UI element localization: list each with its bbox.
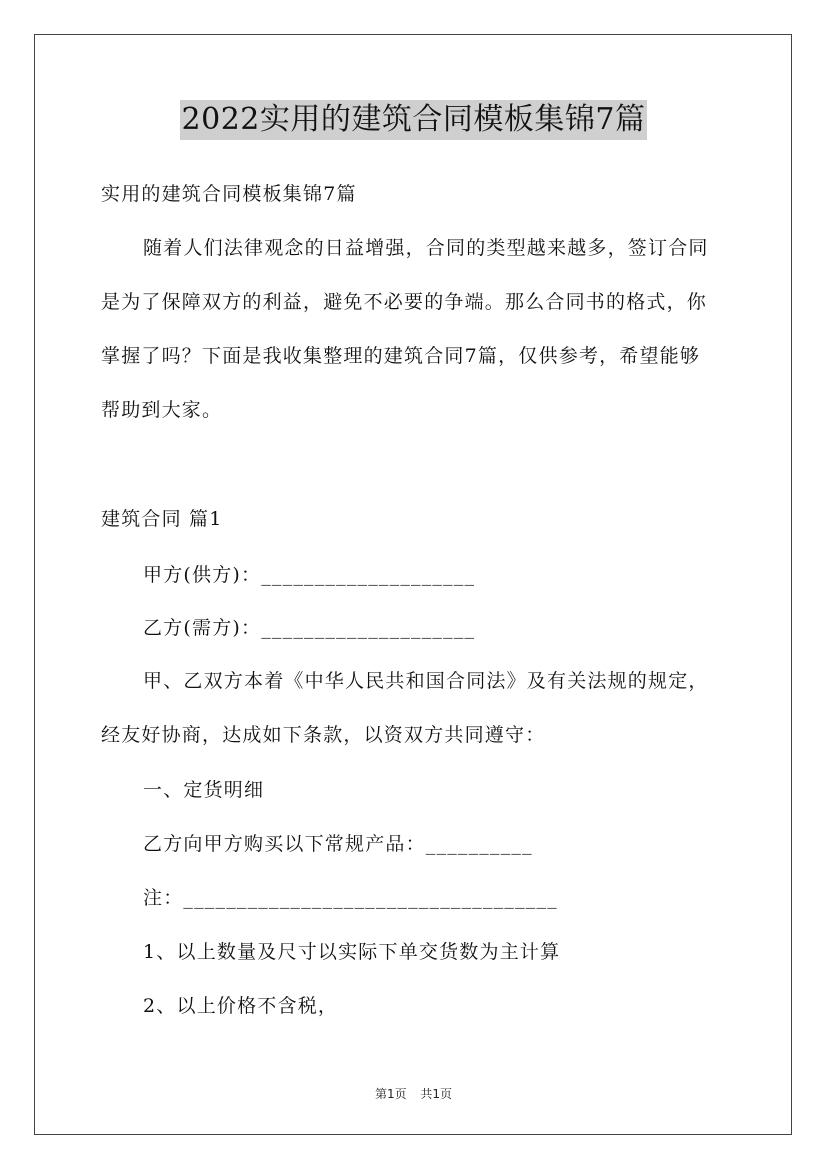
party-a-line: 甲方(供方)：____________________ [143, 564, 476, 586]
document-title-container [0, 100, 827, 140]
section-heading: 建筑合同 篇1 [101, 508, 223, 530]
intro-line-2: 是为了保障双方的利益，避免不必要的争端。那么合同书的格式，你 [101, 291, 708, 313]
intro-line-4: 帮助到大家。 [101, 399, 223, 421]
intro-line-3: 掌握了吗？下面是我收集整理的建筑合同7篇，仅供参考，希望能够 [101, 345, 701, 367]
item-2: 2、以上价格不含税， [143, 995, 339, 1017]
party-b-line: 乙方(需方)：____________________ [143, 617, 476, 639]
preamble-line-2: 经友好协商，达成如下条款，以资双方共同遵守： [101, 724, 546, 746]
preamble-line-1: 甲、乙双方本着《中华人民共和国合同法》及有关法规的规定， [143, 670, 709, 692]
document-title: 2022实用的建筑合同模板集锦7篇 [180, 100, 648, 140]
intro-line-1: 随着人们法律观念的日益增强，合同的类型越来越多，签订合同 [143, 237, 709, 259]
purchase-line: 乙方向甲方购买以下常规产品：__________ [143, 833, 533, 855]
note-line: 注：___________________________________ [143, 887, 558, 909]
page-number: 第1页 [374, 1087, 407, 1101]
document-subtitle: 实用的建筑合同模板集锦7篇 [101, 183, 357, 205]
page-total: 共1页 [420, 1087, 453, 1101]
page-footer [0, 1085, 827, 1102]
item-1: 1、以上数量及尺寸以实际下单交货数为主计算 [143, 941, 561, 963]
clause-title: 一、定货明细 [143, 779, 265, 801]
